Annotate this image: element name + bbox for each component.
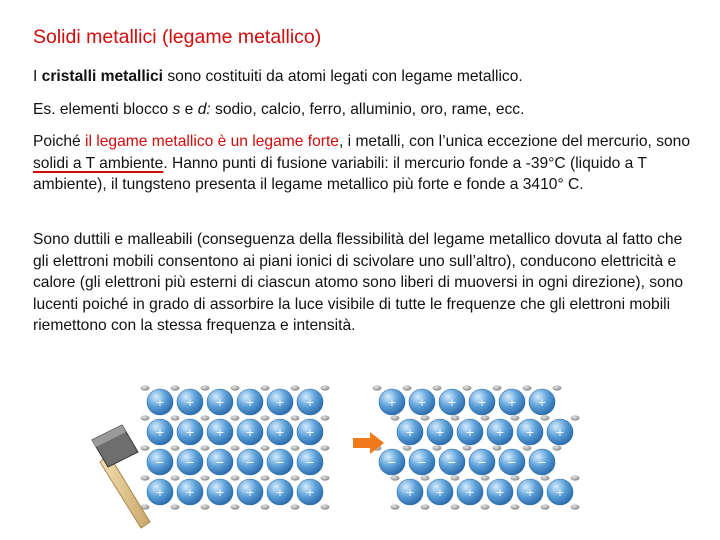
transform-arrow-icon bbox=[353, 432, 384, 454]
electron bbox=[261, 445, 270, 450]
electron bbox=[291, 415, 300, 420]
electron bbox=[231, 475, 240, 480]
electron bbox=[321, 475, 330, 480]
ion-charge: − bbox=[447, 456, 457, 469]
paragraph-legame-forte: Poiché il legame metallico è un legame forte, i metalli, con l’unica eccezione del mercurio, sono solidi a T ambiente. Hanno punti di fusione variabili: il mercurio fonde a -39°C (liquido a T ambiente), il tungsteno presenta il legame metallico più forte e fonde a 3410° C. bbox=[33, 133, 691, 193]
electron bbox=[321, 504, 330, 509]
ion-charge: − bbox=[537, 456, 547, 469]
electron bbox=[451, 415, 460, 420]
electron bbox=[493, 445, 502, 450]
electron bbox=[571, 504, 580, 509]
electron bbox=[171, 475, 180, 480]
paragraph-esempi: Es. elementi blocco s e d: sodio, calcio, ferro, alluminio, oro, rame, ecc. bbox=[33, 101, 525, 118]
electron bbox=[391, 415, 400, 420]
electron bbox=[553, 445, 562, 450]
electron bbox=[201, 415, 210, 420]
electron bbox=[231, 445, 240, 450]
highlight-red: il legame metallico è un legame forte bbox=[85, 133, 339, 150]
electron bbox=[523, 445, 532, 450]
electron bbox=[391, 504, 400, 509]
ion-charge: + bbox=[155, 486, 165, 499]
electron bbox=[141, 445, 150, 450]
electron bbox=[463, 445, 472, 450]
electron bbox=[171, 385, 180, 390]
electron bbox=[141, 385, 150, 390]
ion-charge: − bbox=[305, 456, 315, 469]
ion-charge: − bbox=[417, 456, 427, 469]
electron bbox=[511, 504, 520, 509]
electron bbox=[451, 504, 460, 509]
ion-charge: + bbox=[405, 486, 415, 499]
ion-charge: + bbox=[215, 426, 225, 439]
ion-charge: + bbox=[495, 426, 505, 439]
ion-charge: + bbox=[245, 396, 255, 409]
electron bbox=[463, 385, 472, 390]
ion-charge: + bbox=[275, 396, 285, 409]
electron bbox=[141, 475, 150, 480]
ion-charge: + bbox=[155, 426, 165, 439]
electron bbox=[493, 385, 502, 390]
ion-charge: + bbox=[275, 426, 285, 439]
electron bbox=[201, 475, 210, 480]
hammer-icon bbox=[92, 425, 150, 528]
electron bbox=[541, 504, 550, 509]
ion-charge: + bbox=[215, 396, 225, 409]
electron bbox=[511, 475, 520, 480]
electron bbox=[261, 475, 270, 480]
ion-charge: − bbox=[387, 456, 397, 469]
electron bbox=[201, 504, 210, 509]
ion-charge: + bbox=[465, 426, 475, 439]
electron bbox=[171, 504, 180, 509]
ion-charge: + bbox=[555, 426, 565, 439]
ion-charge: + bbox=[185, 426, 195, 439]
electron bbox=[321, 385, 330, 390]
metal-lattice-diagram bbox=[0, 370, 720, 540]
ion-charge: − bbox=[275, 456, 285, 469]
electron bbox=[291, 445, 300, 450]
electron bbox=[403, 385, 412, 390]
electron bbox=[541, 475, 550, 480]
electron bbox=[171, 445, 180, 450]
ion-charge: + bbox=[305, 396, 315, 409]
ion-charge: + bbox=[417, 396, 427, 409]
ion-charge: + bbox=[495, 486, 505, 499]
electron bbox=[421, 415, 430, 420]
ion-charge: + bbox=[507, 396, 517, 409]
paragraph-proprieta: Sono duttili e malleabili (conseguenza della flessibilità del legame metallico dovuta al fatto che gli elettroni mobili consentono ai piani ionici di scivolare uno sull’altro), conducono elettricità e calore (gli elettroni più esterni di ciascun atomo sono liberi di muoversi in ogni direzione), sono lucenti poiché in grado di assorbire la luce visibile di tutte le frequenze che gli elettroni mobili riemettono con la stessa frequenza e intensità. bbox=[33, 231, 684, 334]
electron bbox=[421, 475, 430, 480]
electron bbox=[421, 504, 430, 509]
electron bbox=[171, 415, 180, 420]
electron bbox=[261, 504, 270, 509]
ion-charge: − bbox=[507, 456, 517, 469]
ion-charge: + bbox=[447, 396, 457, 409]
ion-charge: + bbox=[245, 486, 255, 499]
electron bbox=[231, 385, 240, 390]
electron bbox=[321, 445, 330, 450]
electron bbox=[481, 504, 490, 509]
electron bbox=[291, 385, 300, 390]
ion-charge: + bbox=[477, 396, 487, 409]
electron bbox=[321, 415, 330, 420]
ion-charge: + bbox=[185, 486, 195, 499]
ion-charge: + bbox=[435, 486, 445, 499]
lattice-after bbox=[373, 385, 580, 509]
electron bbox=[523, 385, 532, 390]
ion-charge: + bbox=[525, 486, 535, 499]
ion-charge: + bbox=[435, 426, 445, 439]
lattice-before bbox=[141, 385, 330, 509]
ion-charge: + bbox=[387, 396, 397, 409]
electron bbox=[433, 385, 442, 390]
ion-charge: − bbox=[477, 456, 487, 469]
bold-term: cristalli metallici bbox=[41, 68, 164, 85]
ion-charge: + bbox=[525, 426, 535, 439]
electron bbox=[141, 415, 150, 420]
electron bbox=[571, 415, 580, 420]
electron bbox=[261, 415, 270, 420]
electron bbox=[201, 385, 210, 390]
ion-charge: + bbox=[537, 396, 547, 409]
ion-charge: + bbox=[465, 486, 475, 499]
ion-charge: + bbox=[245, 426, 255, 439]
electron bbox=[541, 415, 550, 420]
electron bbox=[201, 445, 210, 450]
paragraph-cristalli: I cristalli metallici sono costituiti da atomi legati con legame metallico. bbox=[33, 68, 523, 85]
ion-charge: − bbox=[185, 456, 195, 469]
electron bbox=[571, 475, 580, 480]
electron bbox=[231, 504, 240, 509]
underlined-phrase: solidi a T ambiente bbox=[33, 154, 164, 172]
ion-charge: + bbox=[305, 486, 315, 499]
electron bbox=[511, 415, 520, 420]
ion-charge: + bbox=[405, 426, 415, 439]
ion-charge: + bbox=[215, 486, 225, 499]
electron bbox=[481, 415, 490, 420]
electron bbox=[481, 475, 490, 480]
electron bbox=[261, 385, 270, 390]
ion-charge: − bbox=[215, 456, 225, 469]
ion-charge: + bbox=[155, 396, 165, 409]
electron bbox=[291, 504, 300, 509]
electron bbox=[451, 475, 460, 480]
electron bbox=[553, 385, 562, 390]
electron bbox=[391, 475, 400, 480]
electron bbox=[403, 445, 412, 450]
electron bbox=[231, 415, 240, 420]
page-title: Solidi metallici (legame metallico) bbox=[33, 26, 322, 48]
ion-charge: − bbox=[155, 456, 165, 469]
ion-charge: + bbox=[305, 426, 315, 439]
electron bbox=[373, 385, 382, 390]
ion-charge: + bbox=[275, 486, 285, 499]
ion-charge: + bbox=[185, 396, 195, 409]
electron bbox=[291, 475, 300, 480]
electron bbox=[433, 445, 442, 450]
ion-charge: − bbox=[245, 456, 255, 469]
ion-charge: + bbox=[555, 486, 565, 499]
